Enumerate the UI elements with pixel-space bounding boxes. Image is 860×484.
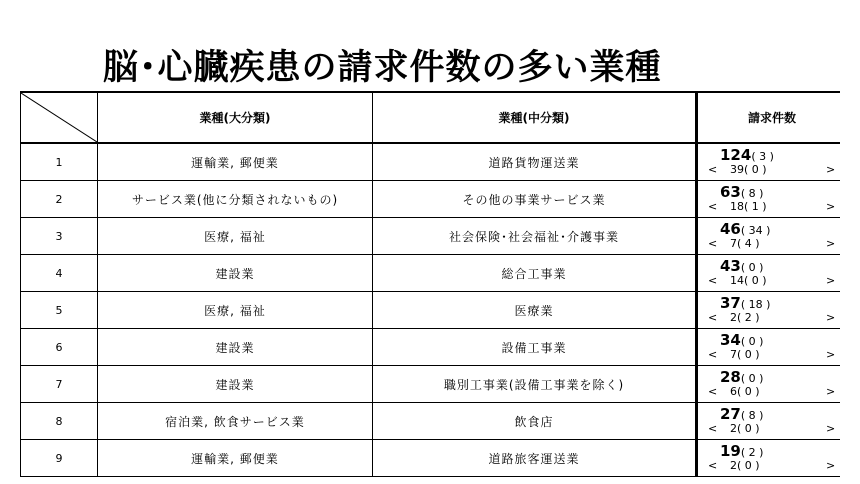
claims-death: < 6( 0 ) > (708, 385, 836, 398)
table-row (21, 255, 841, 292)
major-category-cell: 運輸業, 郵便業 (98, 440, 373, 477)
rank-cell: 2 (21, 181, 98, 218)
claims-total-value: 37 (720, 294, 741, 312)
claims-total-value: 27 (720, 405, 741, 423)
claims-death-value: 6( 0 ) (730, 385, 760, 398)
claims-total-paren: ( 0 ) (740, 335, 764, 348)
rank-cell: 7 (21, 366, 98, 403)
claims-total-paren: ( 8 ) (740, 187, 764, 200)
claims-total-value: 43 (720, 257, 741, 275)
mid-category-cell: 道路貨物運送業 (373, 143, 697, 181)
claims-total (720, 183, 763, 201)
claims-death: < 2( 2 ) > (708, 311, 836, 324)
rank-cell: 5 (21, 292, 98, 329)
claims-total-paren: ( 0 ) (740, 372, 764, 385)
claims-death: < 14( 0 ) > (708, 274, 836, 287)
major-category-cell: 建設業 (98, 366, 373, 403)
major-category-cell: 医療, 福祉 (98, 218, 373, 255)
claims-total-paren: ( 8 ) (740, 409, 764, 422)
table-row (21, 292, 841, 329)
diagonal-line (21, 93, 97, 142)
claims-death-value: 18( 1 ) (730, 200, 767, 213)
mid-category-cell: 道路旅客運送業 (373, 440, 697, 477)
mid-category-cell: 医療業 (373, 292, 697, 329)
mid-category-cell: 職別工事業(設備工事業を除く) (373, 366, 697, 403)
claims-cell (697, 218, 841, 255)
claims-total-paren: ( 18 ) (740, 298, 771, 311)
claims-death: < 2( 0 ) > (708, 459, 836, 472)
major-category-cell: 運輸業, 郵便業 (98, 143, 373, 181)
header-diagonal-cell (21, 92, 98, 143)
claims-total-paren: ( 0 ) (740, 261, 764, 274)
mid-category-cell: 社会保険･社会福祉･介護事業 (373, 218, 697, 255)
page-title: 脳･心臓疾患の請求件数の多い業種 (103, 48, 662, 88)
mid-category-cell: 飲食店 (373, 403, 697, 440)
header-major-category: 業種(大分類) (98, 92, 373, 143)
claims-cell (697, 329, 841, 366)
claims-table (20, 91, 840, 477)
claims-total-value: 63 (720, 183, 741, 201)
rank-cell: 6 (21, 329, 98, 366)
claims-cell (697, 143, 841, 181)
claims-total (720, 257, 763, 275)
claims-total-paren: ( 2 ) (740, 446, 764, 459)
claims-total (720, 405, 763, 423)
claims-cell (697, 366, 841, 403)
claims-death: < 39( 0 ) > (708, 163, 836, 176)
claims-total-value: 124 (720, 146, 752, 164)
claims-total (720, 146, 774, 164)
rank-cell: 4 (21, 255, 98, 292)
major-category-cell: 建設業 (98, 329, 373, 366)
header-claims: 請求件数 (697, 92, 841, 143)
claims-total (720, 442, 763, 460)
claims-total-value: 34 (720, 331, 741, 349)
claims-death-value: 7( 0 ) (730, 348, 760, 361)
claims-total-paren: ( 34 ) (740, 224, 771, 237)
claims-death: < 18( 1 ) > (708, 200, 836, 213)
claims-death: < 7( 4 ) > (708, 237, 836, 250)
claims-death-value: 14( 0 ) (730, 274, 767, 287)
mid-category-cell: 総合工事業 (373, 255, 697, 292)
rank-cell: 9 (21, 440, 98, 477)
claims-death-value: 39( 0 ) (730, 163, 767, 176)
claims-cell (697, 403, 841, 440)
claims-total-value: 28 (720, 368, 741, 386)
claims-death-value: 2( 0 ) (730, 459, 760, 472)
mid-category-cell: 設備工事業 (373, 329, 697, 366)
rank-cell: 3 (21, 218, 98, 255)
claims-cell (697, 255, 841, 292)
claims-cell (697, 440, 841, 477)
claims-total-value: 19 (720, 442, 741, 460)
header-mid-category: 業種(中分類) (373, 92, 697, 143)
claims-death: < 2( 0 ) > (708, 422, 836, 435)
claims-total (720, 368, 763, 386)
table-row (21, 403, 841, 440)
table-row (21, 329, 841, 366)
rank-cell: 8 (21, 403, 98, 440)
claims-cell (697, 292, 841, 329)
claims-total (720, 294, 770, 312)
mid-category-cell: その他の事業サービス業 (373, 181, 697, 218)
major-category-cell: 建設業 (98, 255, 373, 292)
claims-total (720, 331, 763, 349)
claims-total-paren: ( 3 ) (751, 150, 774, 163)
claims-total-value: 46 (720, 220, 741, 238)
major-category-cell: 宿泊業, 飲食サービス業 (98, 403, 373, 440)
claims-cell (697, 181, 841, 218)
claims-total (720, 220, 770, 238)
claims-death: < 7( 0 ) > (708, 348, 836, 361)
claims-table-container (20, 91, 840, 484)
table-row (21, 440, 841, 477)
major-category-cell: サービス業(他に分類されないもの) (98, 181, 373, 218)
claims-death-value: 7( 4 ) (730, 237, 760, 250)
table-row (21, 218, 841, 255)
table-row (21, 366, 841, 403)
major-category-cell: 医療, 福祉 (98, 292, 373, 329)
claims-death-value: 2( 2 ) (730, 311, 760, 324)
rank-cell: 1 (21, 143, 98, 181)
claims-death-value: 2( 0 ) (730, 422, 760, 435)
table-row (21, 181, 841, 218)
table-row (21, 143, 841, 181)
table-header-row (21, 92, 841, 143)
